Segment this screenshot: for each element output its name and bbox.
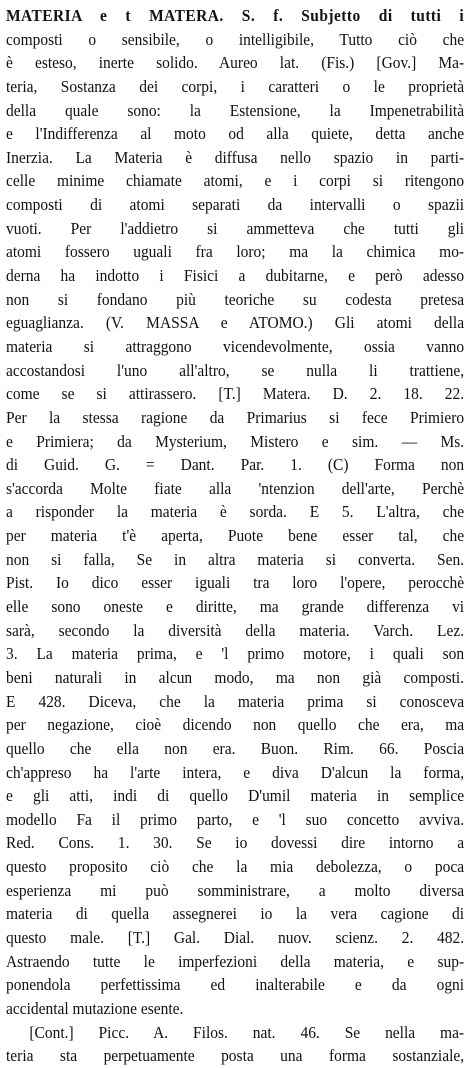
entry-line-5: della quale sono: la Estensione, la Impenetrabilità [6, 100, 465, 120]
entry-line-3: è esteso, inerte solido. Aureo lat. (Fis.) [Gov.] Ma- [6, 53, 465, 73]
entry-line-22: a risponder la materia è sorda. E 5. L'altra, che [6, 502, 465, 522]
entry-line-32: quello che ella non era. Buon. Rim. 66. Poscia [6, 738, 465, 758]
entry-line-43: accidental mutazione esente. [6, 998, 184, 1018]
entry-line-42: ponendola perfettissima ed inalterabile e da ogni [6, 975, 465, 995]
entry-line-1: MATERIA e t MATERA. S. f. Subjetto di tutti i [6, 6, 465, 25]
entry-line-13: non si fondano più teoriche su codesta pretesa [6, 289, 465, 309]
entry-line-33: ch'appreso ha l'arte intera, e diva D'alcun la forma, [6, 762, 465, 782]
entry-line-29: beni naturali in alcun modo, ma non già composti. [6, 667, 465, 687]
entry-line-14: eguaglianza. (V. MASSA e ATOMO.) Gli atomi della [6, 313, 465, 333]
entry-line-20: di Guid. G. = Dant. Par. 1. (C) Forma non [6, 455, 465, 475]
entry-line-31: per negazione, cioè dicendo non quello che era, ma [6, 715, 465, 735]
entry-line-35: modello Fa il primo parto, e 'l suo concetto avviva. [6, 809, 465, 829]
dictionary-entry-materia [6, 4, 464, 1068]
entry-line-2: composti o sensibile, o intelligibile, Tutto ciò che [6, 29, 465, 49]
entry-line-15: materia si attraggono vicendevolmente, ossia vanno [6, 336, 465, 356]
entry-line-4: teria, Sostanza dei corpi, i caratteri o le proprietà [6, 76, 465, 96]
entry-line-41: Astraendo tutte le imperfezioni della materia, e sup- [6, 951, 465, 971]
entry-line-11: atomi fossero uguali fra loro; ma la chimica mo- [6, 242, 465, 262]
entry-line-19: e Primiera; da Mysterium, Mistero e sim. — Ms. [6, 431, 465, 451]
entry-line-44: [Cont.] Picc. A. Filos. nat. 46. Se nella ma- [29, 1022, 465, 1042]
entry-line-7: Inerzia. La Materia è diffusa nello spazio in parti- [6, 147, 465, 167]
entry-line-12: derna ha indotto i Fisici a dubitarne, e però adesso [6, 266, 465, 286]
entry-line-24: non si falla, Se in altra materia si converta. Sen. [6, 549, 465, 569]
entry-line-18: Per la stessa ragione da Primarius si fece Primiero [6, 407, 465, 427]
entry-line-25: Pist. Io dico esser iguali tra loro l'opere, perocchè [6, 573, 465, 593]
entry-line-8: celle minime chiamate atomi, e i corpi si ritengono [6, 171, 465, 191]
entry-line-26: elle sono oneste e diritte, ma grande differenza vi [6, 597, 465, 617]
entry-line-23: per materia t'è aperta, Puote bene esser tal, che [6, 526, 465, 546]
entry-line-28: 3. La materia prima, e 'l primo motore, i quali son [6, 644, 465, 664]
entry-line-37: questo proposito ciò che la mia debolezza, o poca [6, 857, 465, 877]
entry-line-16: accostandosi l'uno all'altro, se nulla li trattiene, [6, 360, 465, 380]
entry-line-10: vuoti. Per l'addietro si ammetteva che tutti gli [6, 218, 465, 238]
entry-line-40: questo male. [T.] Gal. Dial. nuov. scienz. 2. 482. [6, 927, 465, 947]
entry-line-39: materia di quella assegnerei io la vera cagione di [6, 904, 465, 924]
entry-line-9: composti di atomi separati da intervalli o spazii [6, 195, 465, 215]
entry-line-17: come se si attirassero. [T.] Matera. D. 2. 18. 22. [6, 384, 465, 404]
entry-line-38: esperienza mi può somministrare, a molto diversa [6, 880, 465, 900]
entry-line-45: teria sta perpetuamente posta una forma sostanziale, [6, 1046, 465, 1066]
entry-line-6: e l'Indifferenza al moto od alla quiete, detta anche [6, 124, 465, 144]
entry-line-34: e gli atti, indi di quello D'umil materia in semplice [6, 786, 465, 806]
entry-line-30: E 428. Diceva, che la materia prima si conosceva [6, 691, 465, 711]
entry-line-21: s'accorda Molte fiate alla 'ntenzion dell'arte, Perchè [6, 478, 465, 498]
entry-line-36: Red. Cons. 1. 30. Se io dovessi dire intorno a [6, 833, 465, 853]
entry-line-27: sarà, secondo la diversità della materia. Varch. Lez. [6, 620, 465, 640]
